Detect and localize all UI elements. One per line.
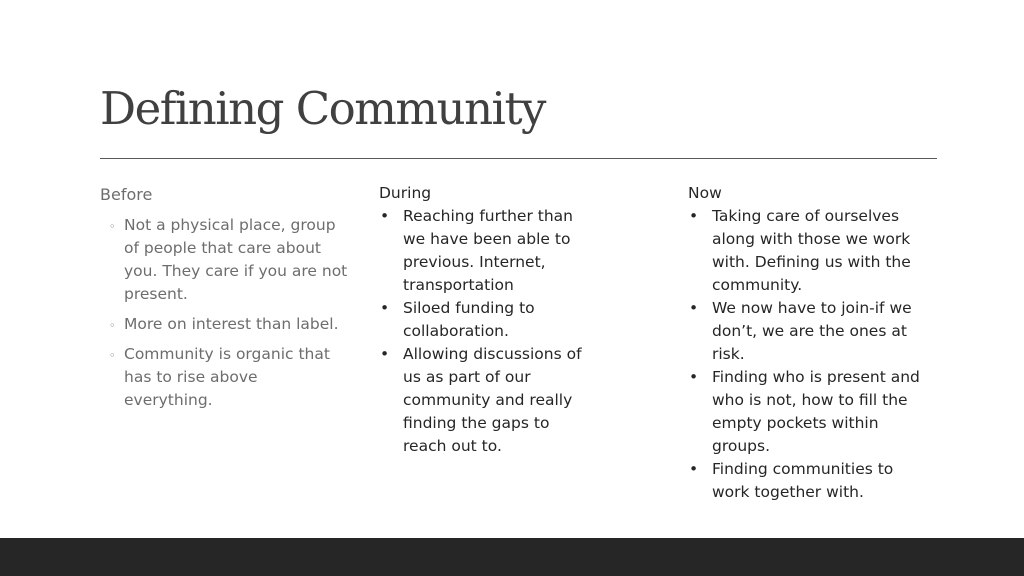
footer-band bbox=[0, 538, 1024, 576]
list-item bbox=[379, 297, 589, 343]
column-before bbox=[100, 183, 350, 419]
list-item bbox=[100, 313, 350, 336]
bullet-icon: • bbox=[380, 299, 390, 317]
bullet-icon: • bbox=[380, 345, 390, 363]
list-item-text: Not a physical place, group of people that care about you. They care if you are not present. bbox=[124, 216, 348, 303]
list-item bbox=[688, 458, 928, 504]
list-item bbox=[379, 205, 589, 297]
bullet-icon: • bbox=[689, 368, 699, 386]
column-heading-during: During bbox=[379, 184, 432, 202]
column-during bbox=[379, 182, 589, 458]
column-heading-now: Now bbox=[688, 184, 722, 202]
list-item-text: More on interest than label. bbox=[124, 315, 339, 333]
list-item-text: Reaching further than we have been able to previous. Internet, transportation bbox=[403, 207, 573, 294]
slide-title: Defining Community bbox=[100, 82, 545, 135]
bullet-list-during bbox=[379, 205, 589, 458]
list-item bbox=[379, 343, 589, 458]
list-item bbox=[688, 297, 928, 366]
list-item-text: Finding communities to work together with. bbox=[712, 460, 894, 501]
hollow-bullet-icon: ◦ bbox=[109, 220, 116, 233]
list-item-text: We now have to join-if we don’t, we are the ones at risk. bbox=[712, 299, 912, 363]
hollow-bullet-icon: ◦ bbox=[109, 319, 116, 332]
bullet-icon: • bbox=[689, 460, 699, 478]
list-item bbox=[100, 343, 350, 412]
column-now bbox=[688, 182, 928, 504]
list-item-text: Finding who is present and who is not, how to fill the empty pockets within groups. bbox=[712, 368, 920, 455]
hollow-bullet-icon: ◦ bbox=[109, 349, 116, 362]
list-item bbox=[100, 214, 350, 306]
list-item-text: Allowing discussions of us as part of our community and really finding the gaps to reach out to. bbox=[403, 345, 582, 455]
bullet-list-before bbox=[100, 214, 350, 412]
list-item bbox=[688, 205, 928, 297]
list-item-text: Taking care of ourselves along with those we work with. Defining us with the community. bbox=[712, 207, 911, 294]
list-item bbox=[688, 366, 928, 458]
list-item-text: Community is organic that has to rise above everything. bbox=[124, 345, 330, 409]
list-item-text: Siloed funding to collaboration. bbox=[403, 299, 535, 340]
bullet-icon: • bbox=[689, 207, 699, 225]
bullet-icon: • bbox=[689, 299, 699, 317]
column-heading-before: Before bbox=[100, 185, 153, 204]
bullet-icon: • bbox=[380, 207, 390, 225]
bullet-list-now bbox=[688, 205, 928, 504]
title-divider bbox=[100, 158, 937, 159]
